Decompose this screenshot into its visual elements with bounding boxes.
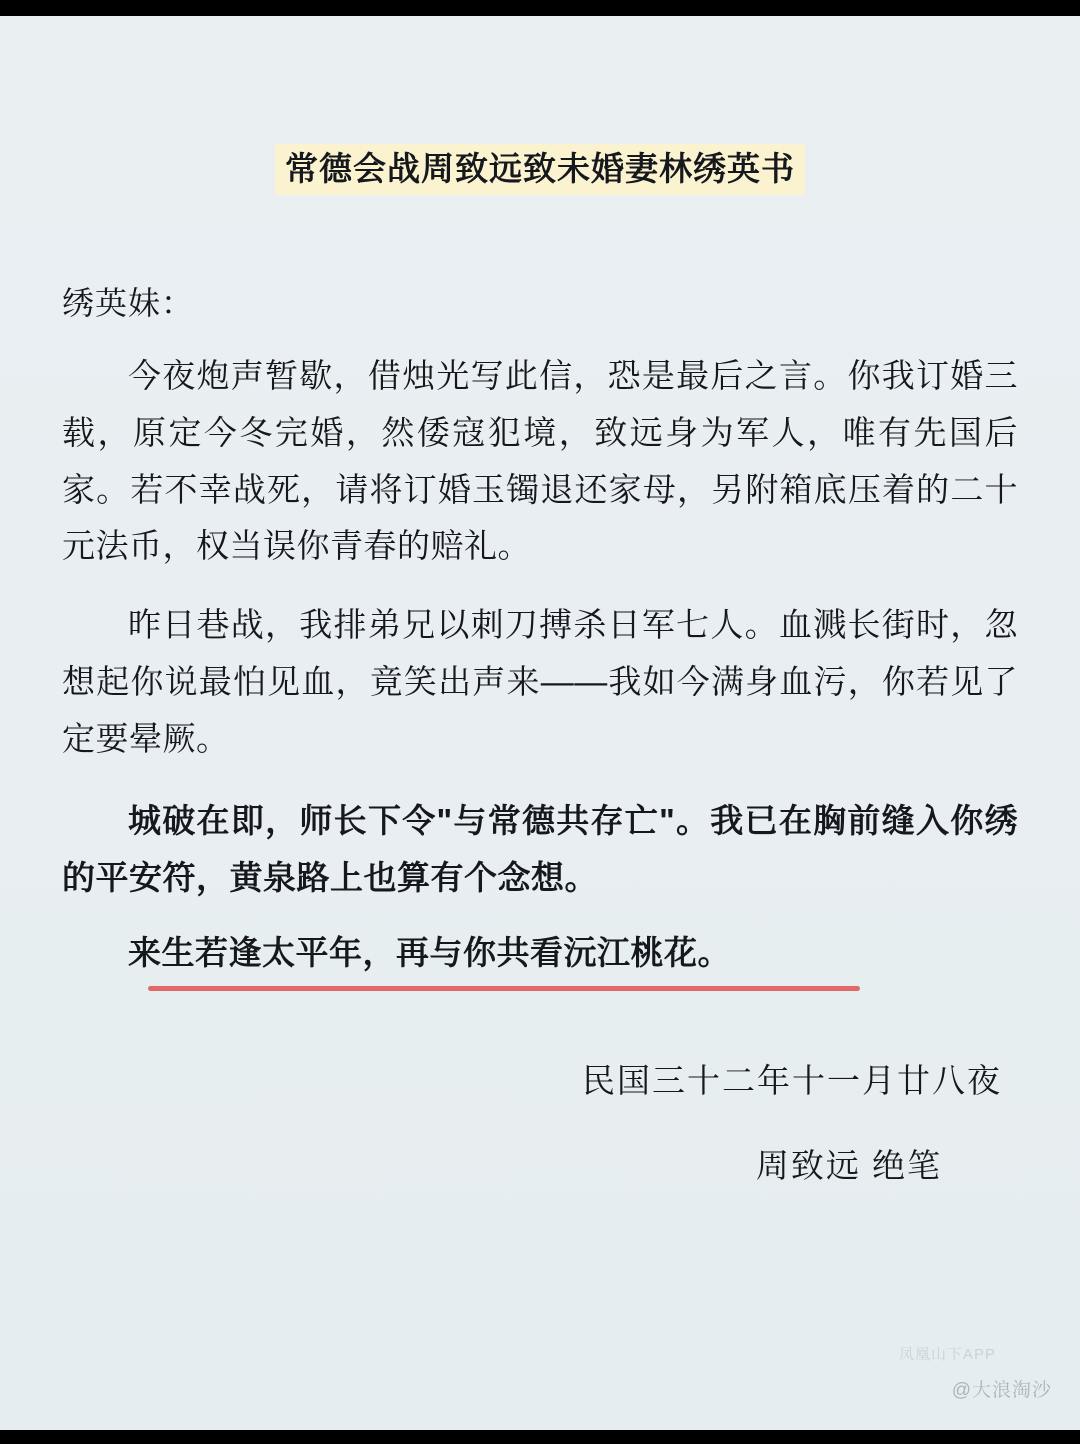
- salutation-line: 绣英妹：: [62, 285, 195, 322]
- letter-paragraph-1: 今夜炮声暂歇，借烛光写此信，恐是最后之言。你我订婚三载，原定今冬完婚，然倭寇犯境，致远身为军人，唯有先国后家。若不幸战死，请将订婚玉镯退还家母，另附箱底压着的二十元法币，权当误你青春的赔礼。: [62, 357, 1018, 565]
- letter-page: [0, 16, 1080, 1430]
- signature-block: [62, 1056, 1018, 1191]
- red-underline: [148, 986, 860, 991]
- red-underline-container: [62, 986, 1018, 996]
- signature-date: 民国三十二年十一月廿八夜: [582, 1061, 1002, 1099]
- page-title: 常德会战周致远致未婚妻林绣英书: [275, 144, 805, 195]
- top-letterbox-bar: [0, 0, 1080, 16]
- title-container: [62, 144, 1018, 195]
- letter-paragraph-3: 城破在即，师长下令"与常德共存亡"。我已在胸前缝入你绣的平安符，黄泉路上也算有个念想。: [62, 802, 1018, 897]
- letter-paragraph-2: 昨日巷战，我排弟兄以刺刀搏杀日军七人。血溅长街时，忽想起你说最怕见血，竟笑出声来——我如今满身血污，你若见了定要晕厥。: [62, 606, 1018, 757]
- watermark-app: 凤凰山下APP: [898, 1346, 996, 1363]
- bottom-letterbox-bar: [0, 1430, 1080, 1444]
- signature-name: 周致远 绝笔: [755, 1147, 942, 1185]
- watermark-user: @大浪淘沙: [951, 1380, 1052, 1401]
- letter-paragraph-4: 来生若逢太平年，再与你共看沅江桃花。: [128, 933, 731, 971]
